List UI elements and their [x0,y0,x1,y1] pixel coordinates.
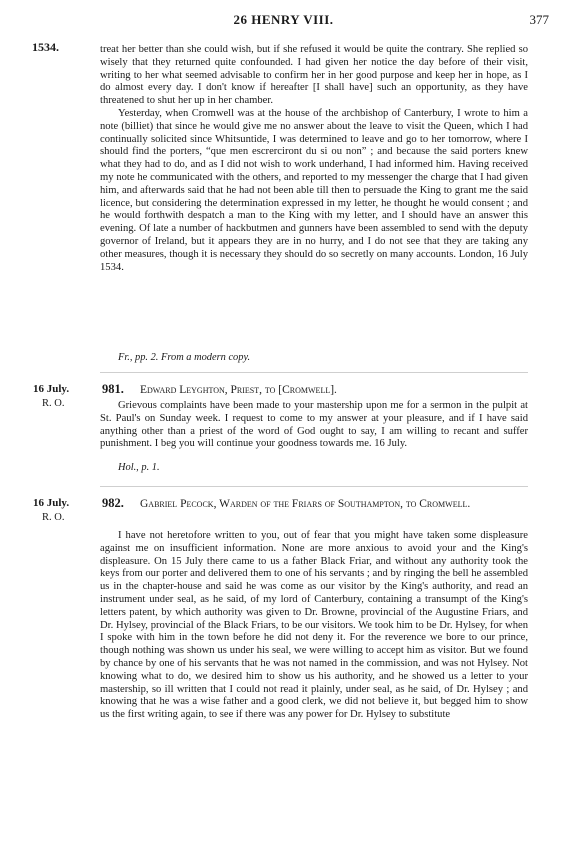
running-head: 26 HENRY VIII. [233,12,334,27]
entry-heading: Gabriel Pecock, Warden of the Friars of Southampton, to Cromwell. [140,498,471,510]
entry-ref: R. O. [42,398,65,409]
entry-date: 16 July. [33,497,70,509]
entry-body [100,400,528,451]
continuation-paragraph: treat her better than she could wish, but if she refused it would be quite the contrary. She replied so wisely that they returned quite confounded. I had given her notice the day before of their visit, writing to her what seemed advisable to confirm her in her good purpose and keep her in hope, as I do almost every day. I don't know if hereafter [I shall have] such an opportunity, as they have threatened to shut her up in her chamber. [100,44,528,107]
year-label: 1534. [32,40,59,54]
page-header [0,6,567,32]
entry-date: 16 July. [33,383,70,395]
continuation-text [100,44,528,274]
page-number: 377 [529,12,549,27]
section-divider [100,486,528,487]
entry-heading: Edward Leyghton, Priest, to [Cromwell]. [140,384,337,396]
entry-number: 982. [102,496,124,510]
entry-paragraph: I have not heretofore written to you, out of fear that you might have taken some displeasure against me on insufficient information. None are more anxious to avoid your and the King's displeasure. On 15 July there came to us a father Black Friar, and without any authority took the keys from our porter and delivered them to one of his servants ; and by ringing the bell he assembled us in the chapter-house and said he was come as our visitor by the King's authority, and read an instrument under seal, as he said, of my lord of Canterbury, containing a transumpt of the King's letters patent, by which authority was given to Dr. Browne, provincial of the Augustine Friars, and Dr. Hylsey, provincial of the Black Friars, to be our visitors. We took him to be Dr. Hylsey, for when I spoke with him in the town before he did not deny it. For the reverence we bore to our prince, though nothing was shown us under his seal, we were willing to accept him as visitor. But we found by chance by one of his servants that he was not named in the commission, and was not Hylsey. Not knowing what to do, we desired him to show us his authority, and he showed us a letter to your mastership, so ill written that I could not read it plainly, under seal, as he said, of Dr. Hylsey ; and knowing that he was a wise father and a good clerk, we did not believe it, but begged him to show us the first writing again, to see if there was any power for Dr. Hylsey to substitute [100,530,528,721]
entry-source: Hol., p. 1. [118,462,160,473]
entry-body [100,530,528,722]
entry-number: 981. [102,382,124,396]
entry-ref: R. O. [42,512,65,523]
entry-paragraph: Grievous complaints have been made to your mastership upon me for a sermon in the pulpit at St. Paul's on Sunday week. I request to come to my answer at your pleasure, and if I have said anything other than a priest of the word of God ought to say, I am willing to recant and suffer punishment. I beg you will continue your goodness towards me. 16 July. [100,400,528,450]
continuation-paragraph: Yesterday, when Cromwell was at the house of the archbishop of Canterbury, I wrote to him a note (billiet) that since he would give me no answer about the leave to visit the Queen, which I had continually solicited since Whitsuntide, I was determined to leave and go to her tomorrow, where I should find the porters, “que men escrerciront du si ou non” ; and because the said porters knew what they had to do, and as I did not wish to work underhand, I had informed him. Having received my note he communicated with the others, and reported to my messenger the charge that I had given him, and afterwards said that he had not been able till then to persuade the King to grant me the said licence, but considering the determination expressed in my letter, he thought he would consent ; and he would forthwith despatch a man to the King with my letter, and I should have an answer this evening. Of late a number of hackbutmen and gunners have been assembled to send with the deputy governor of Ireland, but it appears they are in no hurry, and I do not see that they are taking any other measures, though it is necessary they should do so secretly on many accounts. London, 16 July 1534. [100,107,528,273]
section-divider [100,372,528,373]
continuation-source: Fr., pp. 2. From a modern copy. [118,352,251,363]
